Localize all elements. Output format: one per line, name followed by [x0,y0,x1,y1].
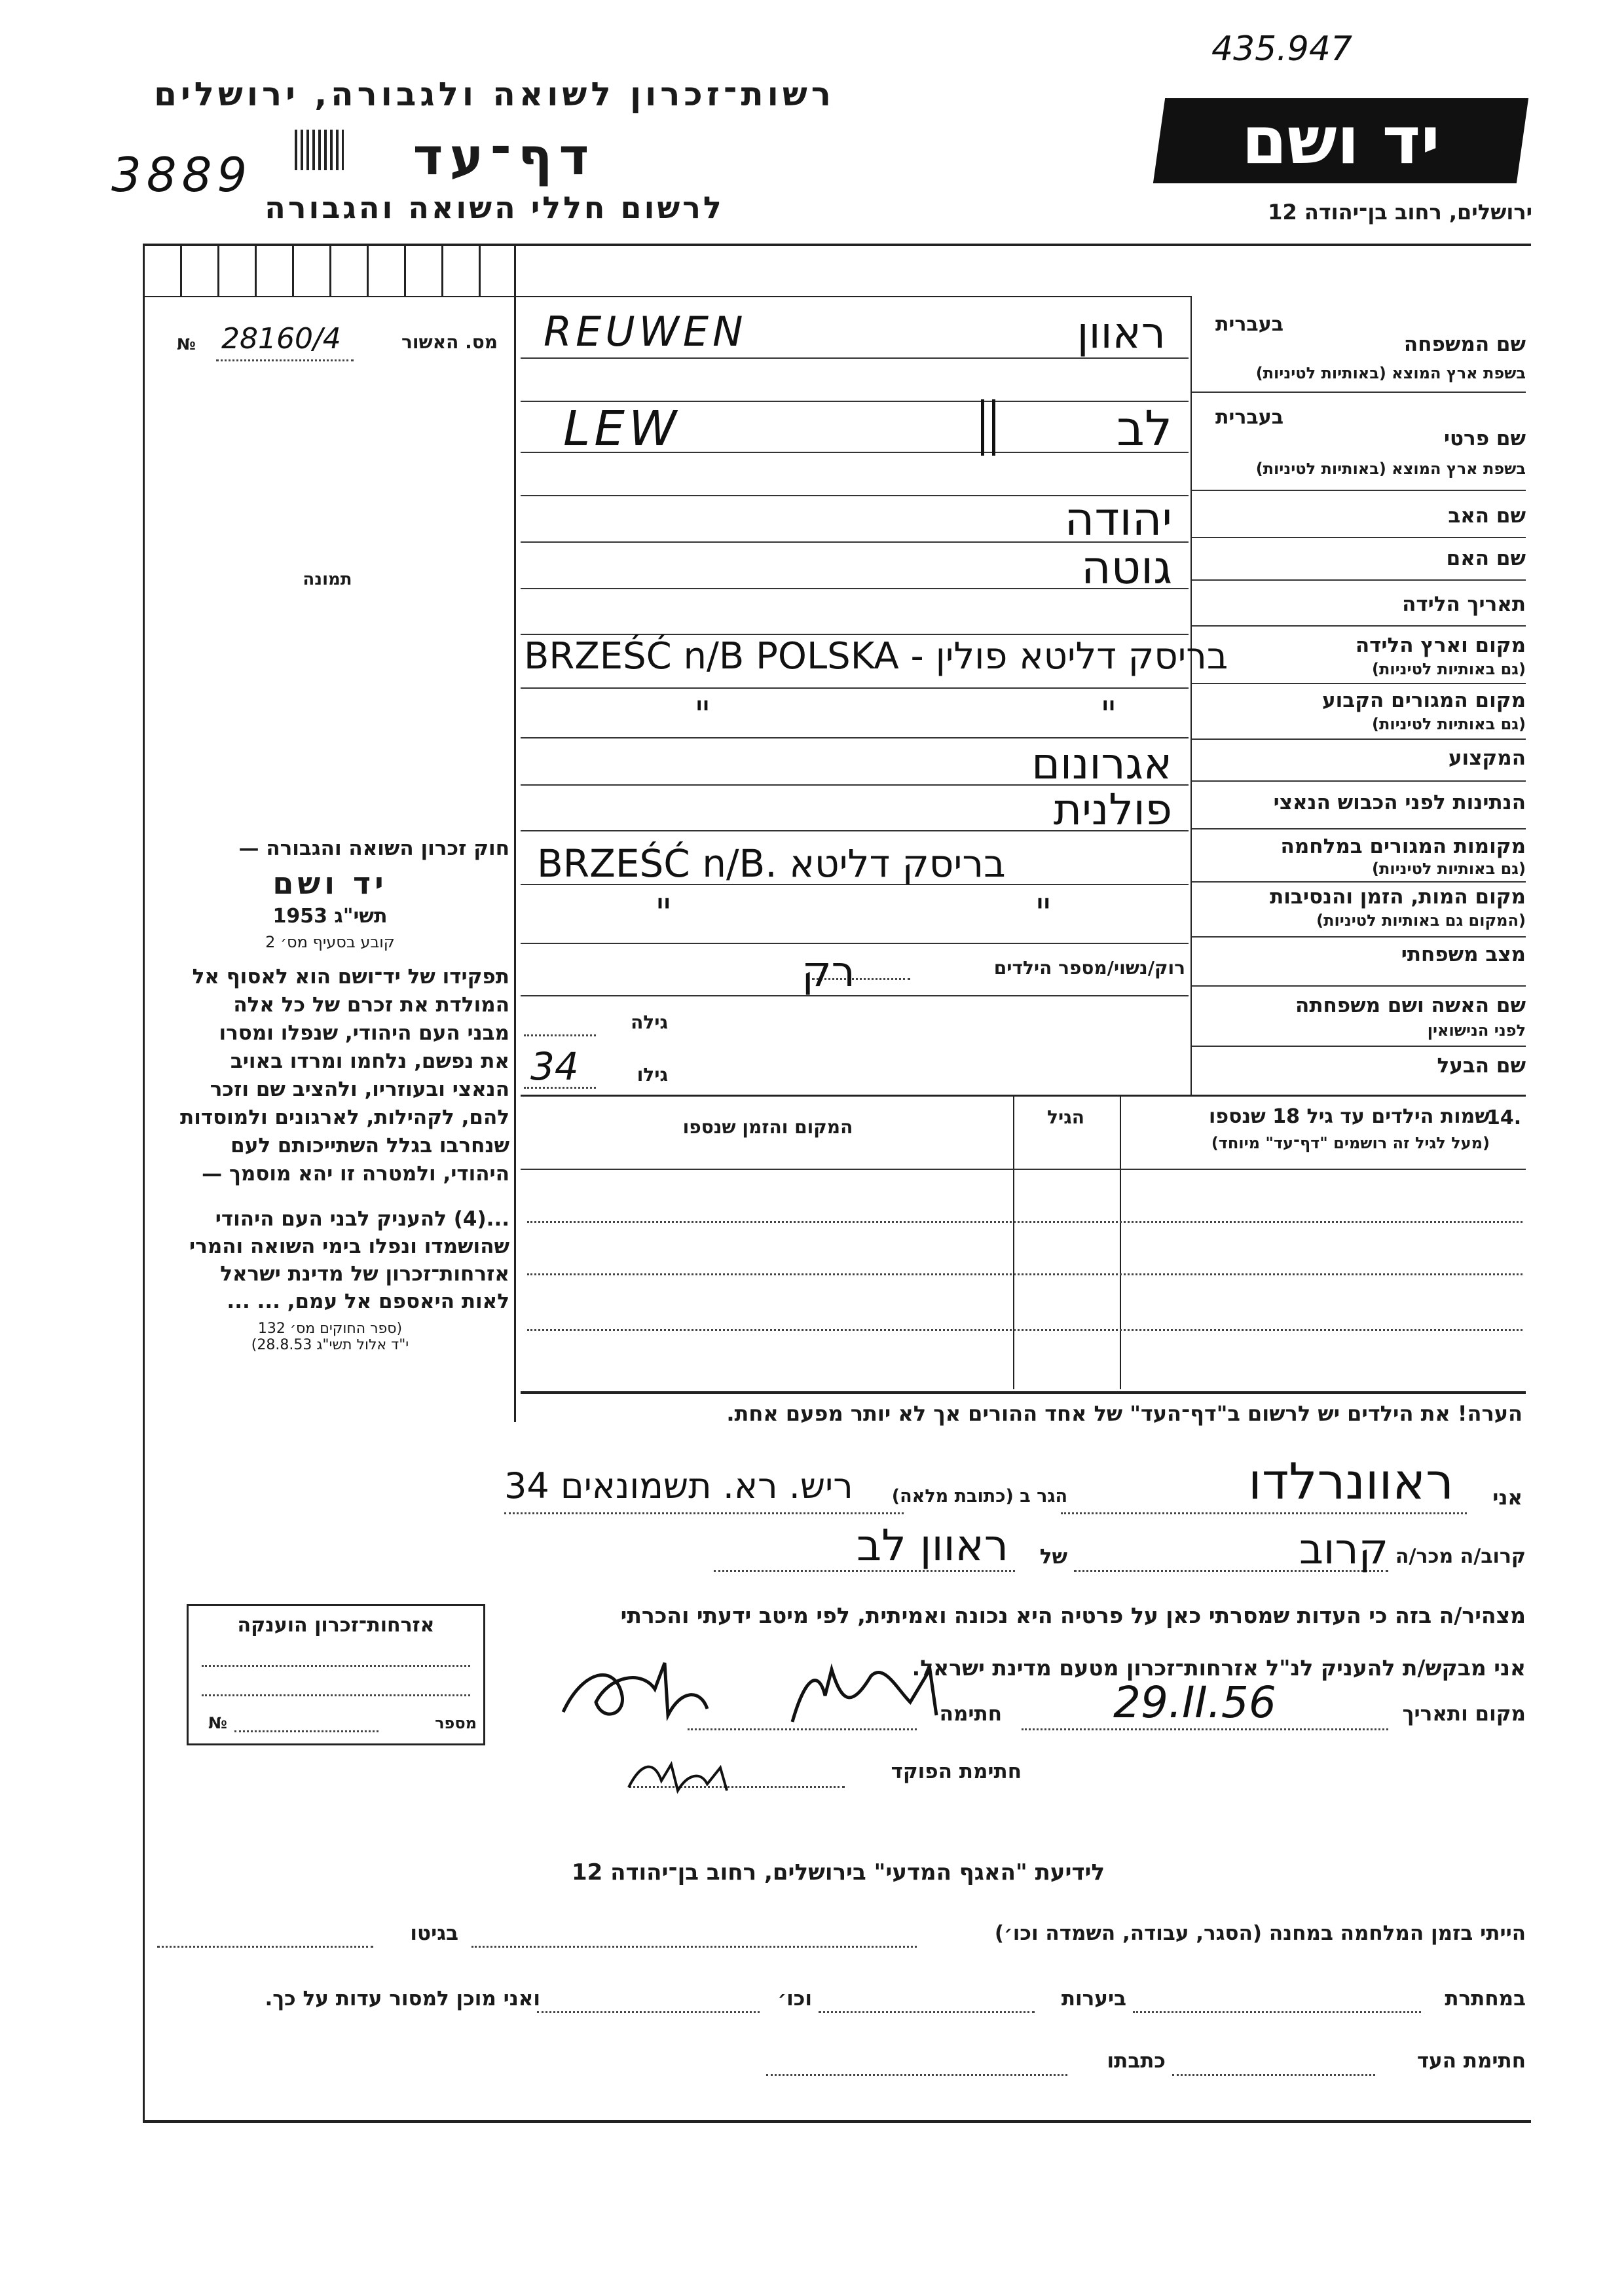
her-age-line [524,1034,596,1036]
father-label: שם האב [1448,504,1526,528]
law-name: יד ושם [272,866,388,901]
mother-label: שם האם [1446,547,1526,570]
row-rule [1192,738,1526,740]
law-line: שנחרבו בגלל השתייכותם לעם [231,1134,509,1157]
top-grid-right [514,244,1190,297]
law-line: מבני העם היהודי, שנפלו ומסרו [219,1021,509,1045]
firstname-latin-value: LEW [563,401,681,457]
death-label: מקום המות, הזמן והנסיבות [1270,885,1526,909]
col-age-header: הגיל [1047,1106,1084,1128]
declarant-signature [544,1650,1002,1735]
profession-value: אגרונום [1031,738,1172,789]
children-table-divider [1013,1095,1014,1389]
citizenship-box [187,1604,485,1745]
family-label: מצב משפחתי [1401,943,1526,966]
bottom-ready-label: ואני מוכן למסור עדות על כך. [265,1987,540,2011]
husband-label: שם הבעל [1437,1054,1526,1078]
bottom-title: לידיעת "האגף המדעי" בירושלים, רחוב בן־יהודה 12 [571,1859,1105,1886]
declarant-name-line [1061,1512,1467,1514]
officer-signature [622,1755,740,1800]
law-paragraph [151,963,509,1188]
law-line: תפקידו של יד־ושם הוא לאסוף אל [192,965,509,989]
handwritten-mark [981,399,995,456]
surname-label: שם המשפחה [1403,333,1526,356]
row-rule [1192,780,1526,782]
wartime-label: מקומות המגורים במלחמה [1280,835,1526,858]
his-age-value: 34 [530,1044,579,1089]
signature-scribble [544,1650,1002,1735]
declaration-text: מצהיר/ה בזה כי העדות שמסרתי כאן על פרטיה היא נכונה ואמיתית, לפי מיטב ידעתי והכרתי [620,1603,1526,1628]
birthplace-label: מקום וארץ הלידה [1355,634,1526,657]
witness-address-label: כתבתו [1107,2049,1166,2073]
children-table-divider [1120,1095,1121,1389]
hebrew-label: בעברית [1215,406,1283,429]
surname-latin-value: REUWEN [544,308,747,355]
wife-label: שם האשה ושם משפחתה [1295,994,1526,1017]
children-value: רק [802,948,855,996]
law-year: תשי"ג 1953 [272,905,388,928]
address-value: ריש. רא. תשמונאים 34 [504,1465,853,1506]
etc-line [537,2011,760,2013]
mother-value: גוטה [1080,541,1172,594]
citizenship-box-line [202,1694,470,1696]
children-note: הערה! את הילדים יש לרשום ב"דף־העד" של אחד ההורים אך לא יותר מפעם אחת. [726,1401,1522,1426]
row-rule [1192,490,1526,491]
law-section: קובע בסעיף מס׳ 2 [265,933,395,951]
latin-too-label: (גם באותיות לטיניות) [1372,660,1526,678]
bottom-camp-label: הייתי בזמן המלחמה במחנה (הסגר, עבודה, השמדה וכו׳) [994,1922,1526,1945]
profession-label: המקצוע [1448,746,1526,770]
witness-address-line [766,2074,1067,2076]
nationality-value: פולנית [1053,784,1172,835]
law-line: את נפשם, נלחמו ומרדו באויב [230,1049,509,1073]
law-line: המולדת את זכרם של כל אלה [233,993,509,1017]
law-line: הנאצי ובעוזריו, ולהציב שם וזכר [210,1078,509,1101]
row-rule [1192,1046,1526,1047]
law-paragraph-2 [151,1205,509,1315]
residence-label: מקום המגורים הקבוע [1322,689,1526,712]
no-symbol: № [177,335,196,354]
wife-sub-label: לפני הנישואין [1427,1021,1526,1040]
origin-lang-label: בשפת ארץ המוצא (באותיות לטיניות) [1255,460,1526,478]
bottom-etc-label: וכו׳ [777,1987,812,2011]
residence-value-2: " [1100,694,1117,737]
value-column-divider [1190,296,1192,1096]
frame-left [143,244,145,2123]
witness-signature-label: חתימת העד [1416,2049,1526,2073]
authority-line: רשות־זכרון לשואה ולגבורה, ירושלים [154,75,835,113]
value-line [521,943,1189,944]
photo-label: תמונה [303,570,352,589]
father-value: יהודה [1064,492,1172,546]
law-line: שהושמדו ונפלו בימי השואה והמרי [189,1235,509,1258]
col-place-time-header: המקום והזמן שנספו [682,1116,853,1138]
request-text: אני מבקש/ת להעניק לנ"ל אזרחות־זכרון מטעם מדינת ישראל. [912,1655,1526,1681]
death-value-2: " [1035,890,1052,935]
cert-number-value: 28160/4 [221,322,341,355]
her-age-label: גילה [631,1011,668,1033]
row-rule [1192,936,1526,938]
latin-too-label: (גם באותיות לטיניות) [1372,860,1526,878]
nationality-label: הנתינות לפני הכבוש הנאצי [1273,791,1526,814]
form-title: דף־עד [413,128,596,187]
underground-line [1133,2011,1421,2013]
citizenship-number-label: מספר [435,1714,477,1732]
citizenship-box-line [202,1665,470,1667]
row-rule [1192,985,1526,987]
law-reference-date: י"ד אלול תשי"ג 28.8.53) [251,1337,409,1353]
citizenship-no-symbol: № [208,1714,227,1732]
yad-vashem-address: ירושלים, רחוב בן־יהודה 12 [1268,200,1532,225]
children-label: רוק/נשוי/מספר הילדים [993,957,1185,979]
law-line: לאות היאספם אל עמם, ... ... [227,1290,509,1313]
children-section-num: 14. [1486,1106,1522,1129]
relation-value: קרוב [1299,1525,1388,1574]
firstname-hebrew-value: לב [1116,401,1172,457]
ghetto-line [157,1946,373,1948]
birthplace-value: BRZEŚĆ n/B POLSKA - בריסק דליטא פולין [524,635,1228,678]
resides-label: הגר ב (כתובת מלאה) [891,1486,1067,1506]
cert-number-label: מס. האשור [401,331,498,353]
bottom-forest-label: ביערות [1061,1987,1126,2011]
yad-vashem-logo [1153,98,1528,183]
origin-lang-label: בשפת ארץ המוצא (באותיות לטיניות) [1255,364,1526,382]
his-age-label: גילו [637,1064,668,1085]
row-rule [1192,537,1526,538]
i-label: אני [1492,1486,1522,1510]
latin-too-label: (גם באותיות לטיניות) [1372,715,1526,733]
place-date-line [1022,1728,1388,1730]
value-line [521,687,1189,689]
row-rule [1192,683,1526,684]
surname-hebrew-value: ראוון [1077,308,1166,358]
residence-value: " [694,694,711,737]
children-row-line [527,1329,1522,1331]
law-line: להם, לקהילות, לארגונים ולמוסדות [180,1106,509,1129]
hebrew-label: בעברית [1215,313,1283,336]
place-date-label: מקום ותאריך [1402,1702,1526,1726]
form-frame-bottom [143,2120,1531,2123]
law-block [151,837,509,1353]
children-section-label: שמות הילדים עד גיל 18 שנספו [1209,1105,1490,1128]
forest-line [819,2011,1035,2013]
signature-label: חתימה [939,1702,1002,1726]
row-rule [1192,828,1526,829]
relation-of-value: ראוון לב [857,1520,1008,1571]
officer-signature-scribble [622,1755,740,1800]
top-grid-left [143,244,514,297]
row-rule [1192,392,1526,393]
death-sub-label: (המקום גם באותיות לטיניות) [1316,911,1526,930]
law-reference: (ספר החוקים מס׳ 132 [257,1321,403,1337]
declarant-name-value: ראוונרלדו [1248,1452,1454,1510]
logo-text: יד ושם [1242,102,1440,179]
of-label: של [1039,1545,1067,1569]
sheet-number: 3889 [111,147,253,202]
citizenship-number-line [234,1730,378,1732]
law-line: אזרחות־זכרון של מדינת ישראל [220,1262,509,1286]
citizenship-box-title: אזרחות־זכרון הוענקה [237,1614,435,1637]
wartime-value: BRZEŚĆ n/B. בריסק דליטא [537,841,1006,886]
law-line: היהודי, ולמטרה זו יהא מוסמך — [202,1162,509,1186]
camp-line [471,1946,917,1948]
cert-number-row [151,322,511,361]
row-rule [1192,579,1526,581]
children-row-line [527,1273,1522,1275]
children-table-header-rule [521,1169,1526,1170]
relative-label: קרוב/ה מכר/ה [1395,1545,1526,1568]
law-title: חוק זכרון השואה והגבורה — [238,837,509,860]
children-row-line [527,1221,1522,1223]
officer-label: חתימת הפוקד [891,1760,1022,1783]
row-rule [1192,881,1526,883]
witness-signature-line [1172,2074,1375,2076]
firstname-label: שם פרטי [1443,427,1526,450]
stamp-mark [295,130,344,170]
form-subtitle: לרשום חללי השואה והגבורה [265,190,724,225]
children-section-sub-label: (מעל לגיל זה רושמים "דף־עד" מיוחד) [1211,1134,1490,1152]
bottom-underground-label: במחתרת [1445,1987,1526,2011]
left-column-divider [514,244,516,1422]
law-line: ...(4) להעניק לבני העם היהודי [215,1207,509,1231]
bottom-ghetto-label: בגיטו [410,1922,458,1945]
cert-number-line [216,359,354,361]
date-value: 29.II.56 [1113,1677,1276,1728]
row-rule [1192,625,1526,627]
archive-number: 435.947 [1211,29,1353,69]
death-value: " [655,890,673,935]
address-line [504,1512,904,1514]
birthdate-label: תאריך הלידה [1402,592,1526,616]
